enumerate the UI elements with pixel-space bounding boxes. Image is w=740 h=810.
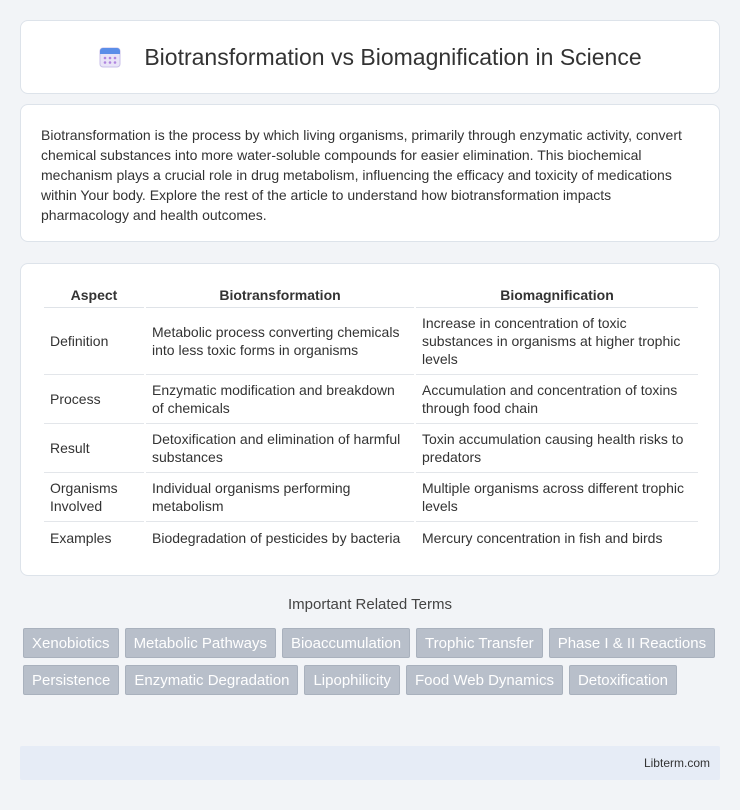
term-tag[interactable]: Persistence xyxy=(23,665,119,695)
row-aspect: Definition xyxy=(44,308,144,375)
row-biotransformation: Metabolic process converting chemicals into less toxic forms in organisms xyxy=(146,308,414,375)
term-tag[interactable]: Xenobiotics xyxy=(23,628,119,658)
header-biotransformation: Biotransformation xyxy=(146,282,414,308)
term-tag[interactable]: Food Web Dynamics xyxy=(406,665,563,695)
row-biomagnification: Increase in concentration of toxic substances in organisms at higher trophic levels xyxy=(416,308,698,375)
row-biomagnification: Multiple organisms across different trophic levels xyxy=(416,473,698,522)
page-title: Biotransformation vs Biomagnification in Science xyxy=(144,43,642,70)
row-biomagnification: Accumulation and concentration of toxins through food chain xyxy=(416,375,698,424)
table-row xyxy=(44,522,698,554)
row-biomagnification: Mercury concentration in fish and birds xyxy=(422,530,663,546)
row-aspect: Result xyxy=(44,424,144,473)
row-biotransformation: Enzymatic modification and breakdown of chemicals xyxy=(146,375,414,424)
header-biomagnification: Biomagnification xyxy=(416,282,698,308)
row-biotransformation: Biodegradation of pesticides by bacteria xyxy=(152,530,401,546)
table-row xyxy=(44,375,698,424)
comparison-card xyxy=(20,263,720,576)
term-tag[interactable]: Trophic Transfer xyxy=(416,628,543,658)
term-tag[interactable]: Enzymatic Degradation xyxy=(125,665,298,695)
footer-site-link[interactable]: Libterm.com xyxy=(643,756,710,770)
row-aspect: Process xyxy=(44,375,144,424)
row-biotransformation: Individual organisms performing metabolism xyxy=(146,473,414,522)
header-aspect: Aspect xyxy=(44,282,144,308)
intro-card xyxy=(20,104,720,242)
footer xyxy=(20,746,720,780)
row-biomagnification: Toxin accumulation causing health risks to predators xyxy=(416,424,698,473)
related-terms-heading: Important Related Terms xyxy=(288,596,452,613)
row-aspect: Examples xyxy=(50,530,112,546)
comparison-table xyxy=(42,282,700,554)
table-row xyxy=(44,424,698,473)
term-tag[interactable]: Metabolic Pathways xyxy=(125,628,276,658)
intro-text: Biotransformation is the process by which living organisms, primarily through enzymatic activity, convert chemical substances into more water-soluble compounds for easier elimination. This biochemical mechanism plays a crucial role in drug metabolism, influencing the efficacy and toxicity of medications within Your body. Explore the rest of the article to understand how biotransformation impacts pharmacology and health outcomes. xyxy=(41,127,682,223)
term-tag[interactable]: Lipophilicity xyxy=(304,665,400,695)
table-row xyxy=(44,473,698,522)
row-biotransformation: Detoxification and elimination of harmful substances xyxy=(146,424,414,473)
table-row xyxy=(44,308,698,375)
row-aspect: Organisms Involved xyxy=(44,473,144,522)
term-tag[interactable]: Detoxification xyxy=(569,665,677,695)
table-header-row xyxy=(44,282,698,308)
related-terms-list xyxy=(23,628,723,695)
title-card xyxy=(20,20,720,94)
calendar-icon xyxy=(98,45,122,69)
term-tag[interactable]: Bioaccumulation xyxy=(282,628,410,658)
term-tag[interactable]: Phase I & II Reactions xyxy=(549,628,715,658)
